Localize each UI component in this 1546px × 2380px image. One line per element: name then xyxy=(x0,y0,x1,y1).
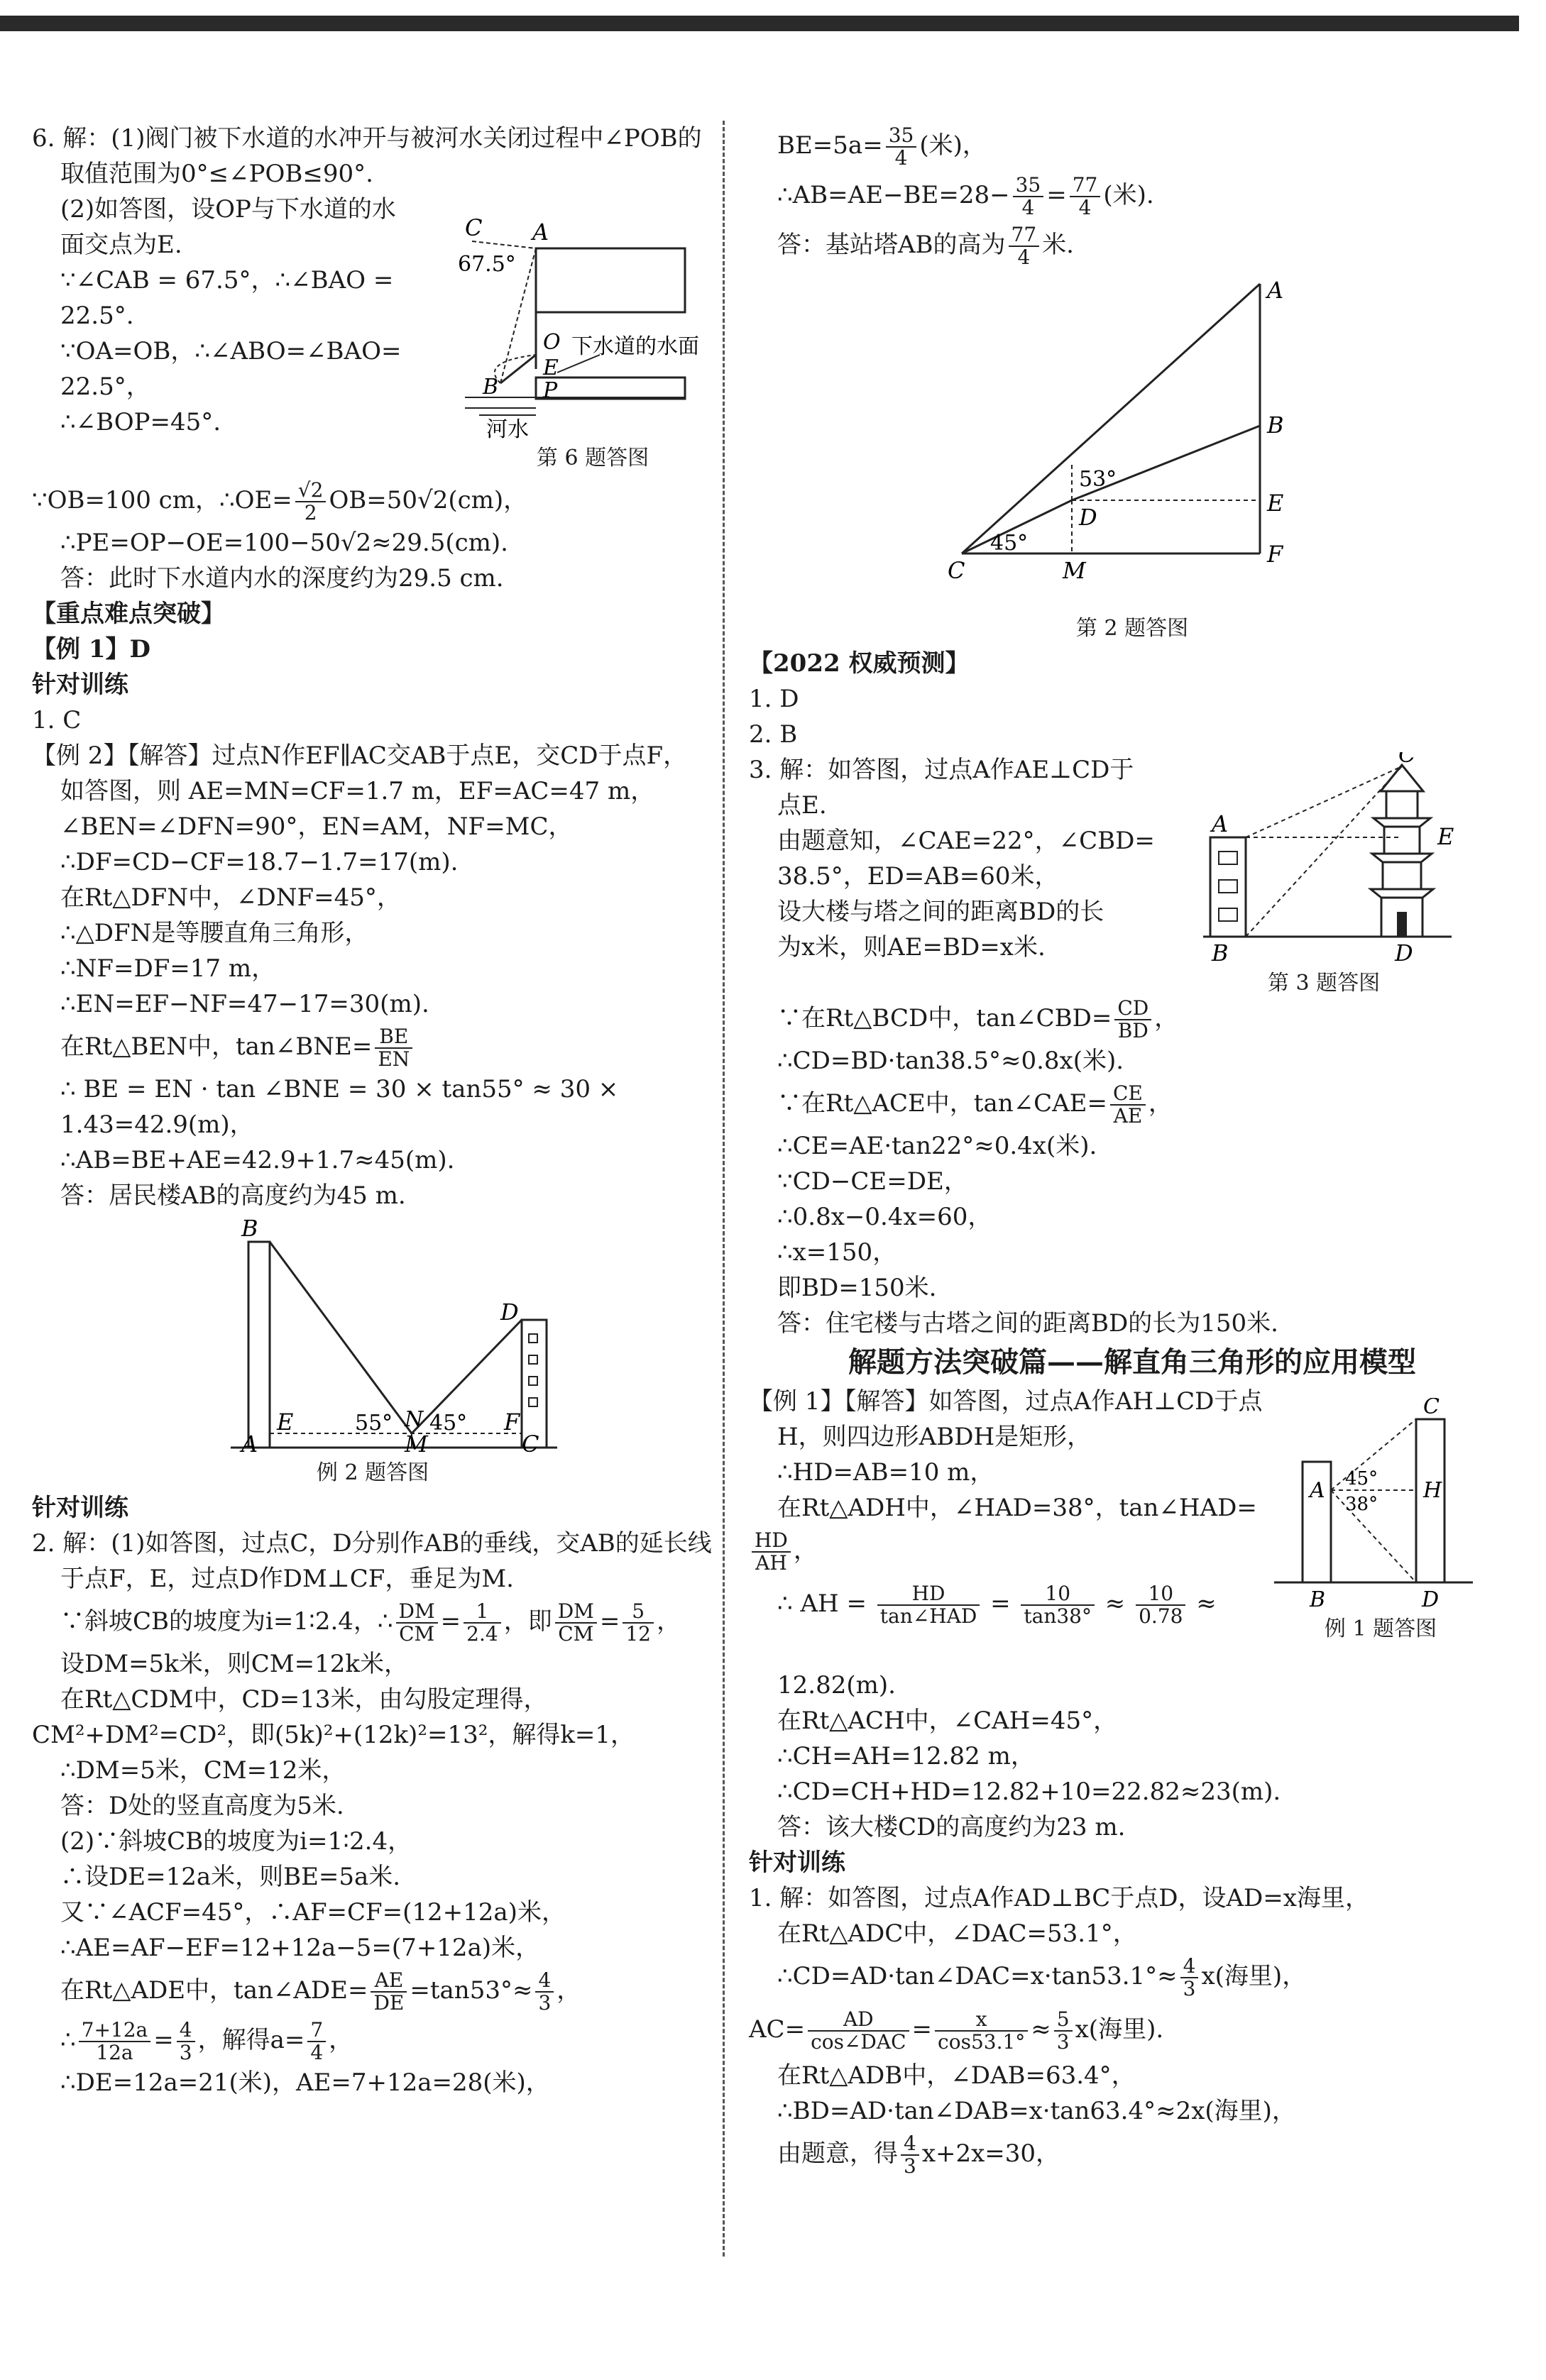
q6-line-8: 22.5°， xyxy=(60,373,150,401)
q2-line-1: 2. 解：(1)如答图，过点C，D分别作AB的垂线，交AB的延长线 xyxy=(32,1529,712,1558)
q2-solve-d2: 3 xyxy=(179,2041,192,2064)
q2-slope-d3: CM xyxy=(558,1622,594,1646)
fig6-water-label: 下水道的水面 xyxy=(571,334,699,359)
figex2-label-a: A xyxy=(241,1431,258,1455)
t1-ac-b: = xyxy=(911,2015,933,2044)
figex1-label-h: H xyxy=(1423,1478,1442,1503)
q6-line-9: ∴∠BOP=45°. xyxy=(60,408,221,436)
left-column xyxy=(32,121,713,2100)
q6-line-2: 取值范围为0°≤∠POB≤90°. xyxy=(60,160,373,188)
t1-cd-line xyxy=(749,1951,1515,2001)
be-den: 4 xyxy=(894,146,908,170)
t1-ac-frac-3 xyxy=(1054,2009,1073,2053)
ab-frac-2 xyxy=(1070,175,1101,219)
fig3-label-e: E xyxy=(1437,823,1454,850)
q6-ob-line xyxy=(32,475,713,525)
q2-solve-n3: 7 xyxy=(307,2020,326,2042)
t1-last-n: 4 xyxy=(901,2133,919,2156)
ex2-line-2: 如答图，则 AE=MN=CF=1.7 m，EF=AC=47 m， xyxy=(60,777,655,805)
fig3-caption: 第 3 题答图 xyxy=(1267,971,1381,996)
figure-ex2-svg xyxy=(32,1213,713,1455)
fig6-river-label: 河水 xyxy=(486,417,529,440)
q3-line-3: 由题意知，∠CAE=22°，∠CBD= xyxy=(777,827,1155,855)
figure-ex2 xyxy=(32,1213,713,1490)
fig2-ca-line xyxy=(962,284,1260,553)
figex2-building-cd xyxy=(522,1320,547,1448)
ex1-block xyxy=(749,1384,1515,1668)
ex1-ah-n1: HD xyxy=(877,1583,980,1606)
ex1-ah-line xyxy=(749,1575,1246,1632)
t1-cd-d: 3 xyxy=(1183,1977,1196,2000)
q2-tan-frac-1 xyxy=(371,1970,407,2014)
q2-slope-line xyxy=(32,1597,713,1646)
fig3-window-2 xyxy=(1219,880,1237,893)
t1-ac-frac-1 xyxy=(808,2009,909,2053)
q3-tan1-d: BD xyxy=(1117,1019,1148,1042)
q2-mid-1: 设DM=5k米，则CM=12k米， xyxy=(60,1650,408,1678)
ex1-b-1: 12.82(m). xyxy=(777,1671,896,1699)
ans-num: 77 xyxy=(1009,224,1040,247)
q2-solve-d: ， xyxy=(329,2026,353,2054)
q2-mid-2: 在Rt△CDM中，CD=13米，由勾股定理得， xyxy=(60,1685,548,1714)
q2-slope-d2: 2.4 xyxy=(466,1622,498,1646)
ex1-line-1: 【例 1】【解答】如答图，过点A作AH⊥CD于点 xyxy=(749,1387,1263,1416)
ex1-frac-d: AH xyxy=(755,1551,787,1575)
figure-2 xyxy=(749,270,1515,646)
ex2-line-6: ∴△DFN是等腰直角三角形， xyxy=(60,919,369,947)
ans-den: 4 xyxy=(1017,246,1031,269)
figex1-label-b: B xyxy=(1310,1587,1326,1611)
q2-mid-9: ∴AE=AF−EF=12+12a−5=(7+12a)米， xyxy=(60,1934,540,1962)
q2-slope-n2: 1 xyxy=(464,1601,501,1624)
fig3-label-a: A xyxy=(1212,810,1229,837)
q2-slope-b: ，即 xyxy=(503,1607,552,1636)
figex1-angle-1: 45° xyxy=(1345,1468,1378,1489)
q6-ob-a: ∵OB=100 cm，∴OE= xyxy=(32,486,292,514)
ex2-tan-den: EN xyxy=(378,1047,410,1071)
q2-slope-n4: 5 xyxy=(623,1601,654,1624)
t1-cd-a: ∴CD=AD·tan∠DAC=x·tan53.1°≈ xyxy=(777,1962,1178,1990)
q2-slope-frac-1 xyxy=(396,1601,438,1645)
q3-line-2: 点E. xyxy=(777,791,827,820)
fig3-label-d: D xyxy=(1395,940,1413,965)
section-title: 解题方法突破篇——解直角三角形的应用模型 xyxy=(848,1345,1416,1379)
q3-tan2-d: AE xyxy=(1113,1104,1143,1128)
q6-tail-1: ∴PE=OP−OE=100−50√2≈29.5(cm). xyxy=(60,529,508,557)
fig2-label-b: B xyxy=(1267,412,1284,439)
q2-solve-a: ∴ xyxy=(60,2026,76,2054)
q2-mid-5: 答：D处的竖直高度为5米. xyxy=(60,1792,344,1820)
fig2-label-c: C xyxy=(948,557,965,584)
q2-slope-eq-2: = xyxy=(599,1607,620,1636)
t1-ac-c: ≈ xyxy=(1031,2015,1051,2044)
fig6-label-p: P xyxy=(543,378,558,403)
fig3-bc-line xyxy=(1246,766,1402,937)
right-column xyxy=(749,121,1515,2178)
pred-2: 2. B xyxy=(749,720,798,749)
t1-last-frac xyxy=(901,2133,919,2177)
ex1-frac-n: HD xyxy=(752,1530,791,1553)
fig6-label-c: C xyxy=(465,214,483,241)
be-frac xyxy=(886,125,917,169)
ab-c: (米). xyxy=(1103,181,1154,209)
fig3-window-1 xyxy=(1219,852,1237,864)
pagoda-icon xyxy=(1371,765,1433,937)
section-2022: 【2022 权威预测】 xyxy=(749,649,970,678)
q2-mid-4: ∴DM=5米，CM=12米， xyxy=(60,1756,346,1785)
q2-solve-c: ，解得a= xyxy=(197,2026,305,2054)
q6-ob-den: 2 xyxy=(304,501,317,524)
figex2-window-4 xyxy=(529,1398,537,1406)
q2-tan-line xyxy=(32,1966,713,2015)
q2-slope-n1: DM xyxy=(396,1601,438,1624)
fig6-label-a: A xyxy=(532,219,549,246)
ex1-line-2: H，则四边形ABDH是矩形， xyxy=(777,1423,1092,1451)
q3-b-3: ∴0.8x−0.4x=60， xyxy=(777,1203,992,1231)
q3-b-6: 答：住宅楼与古塔之间的距离BD的长为150米. xyxy=(777,1309,1278,1338)
fig3-label-b: B xyxy=(1212,940,1229,965)
figex2-label-m: M xyxy=(405,1431,428,1455)
q2-solve-frac-3 xyxy=(307,2020,326,2064)
q2-line-2: 于点F，E，过点D作DM⊥CF，垂足为M. xyxy=(60,1565,514,1593)
t1-ac-d1: cos∠DAC xyxy=(811,2030,906,2054)
fig6-pipe xyxy=(536,378,685,399)
ab-line xyxy=(749,170,1515,220)
ex2-tan-frac xyxy=(375,1026,412,1070)
ex1-line-3: ∴HD=AB=10 m， xyxy=(777,1458,994,1487)
fig6-ob-line xyxy=(500,355,536,383)
example-1: 【例 1】D xyxy=(32,635,150,663)
ex1-ah-d: ≈ xyxy=(1188,1590,1217,1618)
t1-line-1: 1. 解：如答图，过点A作AD⊥BC于点D，设AD=x海里， xyxy=(749,1884,1369,1912)
figex2-angle-2: 45° xyxy=(429,1411,468,1436)
section-key: 【重点难点突破】 xyxy=(32,600,225,628)
q6-block xyxy=(32,192,713,475)
be-b: (米)， xyxy=(919,131,987,160)
answer-1: 1. C xyxy=(32,706,82,734)
ex1-frac xyxy=(752,1530,791,1574)
q2-mid-3: CM²+DM²=CD²，即(5k)²+(12k)²=13²，解得k=1， xyxy=(32,1721,635,1749)
ex1-ah-n2: 10 xyxy=(1021,1583,1095,1606)
figure-3-svg xyxy=(1146,752,1501,965)
ans-a: 答：基站塔AB的高为 xyxy=(777,231,1006,259)
fig6-caption: 第 6 题答图 xyxy=(536,446,649,470)
figex1-angle-2: 38° xyxy=(1345,1494,1378,1515)
ex1-ah-n3: 10 xyxy=(1136,1583,1185,1606)
ex2-tail-1: ∴ BE = EN · tan ∠BNE = 30 × tan55° ≈ 30 × xyxy=(60,1075,619,1103)
q6-ob-num: √2 xyxy=(295,480,327,502)
ex2-tail-2: 1.43=42.9(m)， xyxy=(60,1111,254,1139)
figex2-window-3 xyxy=(529,1377,537,1385)
ex1-ah-d2: tan38° xyxy=(1024,1604,1092,1628)
be-line xyxy=(749,121,1515,170)
pred-1: 1. D xyxy=(749,685,799,713)
t1-ac-n3: 5 xyxy=(1054,2009,1073,2032)
fig2-label-f: F xyxy=(1267,541,1283,568)
t1-ac-line xyxy=(749,2001,1515,2058)
fig2-angle-2: 45° xyxy=(990,531,1029,556)
ex2-line-7: ∴NF=DF=17 m， xyxy=(60,954,276,983)
q3-tan2-n: CE xyxy=(1110,1083,1146,1106)
t1-cd-n: 4 xyxy=(1180,1956,1199,1978)
q3-block xyxy=(749,752,1515,996)
figure-3 xyxy=(1146,752,1501,996)
q2-solve-frac-1 xyxy=(79,2020,151,2064)
t1-cd-frac xyxy=(1180,1956,1199,2000)
q2-mid-7: ∴设DE=12a米，则BE=5a米. xyxy=(60,1863,401,1891)
q3-line-5: 设大楼与塔之间的距离BD的长 xyxy=(777,898,1104,926)
ex2-line-3: ∠BEN=∠DFN=90°，EN=AM，NF=MC， xyxy=(60,812,573,841)
ex2-tan-line xyxy=(32,1022,713,1071)
figure-2-svg xyxy=(749,270,1515,610)
t1-last-b: x+2x=30， xyxy=(921,2139,1060,2168)
ex1-ah-a: ∴ AH = xyxy=(777,1590,875,1618)
ans-b: 米. xyxy=(1042,231,1074,259)
q3-b-5: 即BD=150米. xyxy=(777,1274,937,1302)
t1-b-2: ∴BD=AD·tan∠DAB=x·tan63.4°≈2x(海里)， xyxy=(777,2097,1296,2125)
ab-n1: 35 xyxy=(1013,175,1044,197)
figure-ex1 xyxy=(1260,1398,1501,1668)
q2-solve-line xyxy=(32,2015,713,2065)
fig2-caption: 第 2 题答图 xyxy=(1075,616,1189,641)
q3-tan2-c: ， xyxy=(1148,1089,1173,1118)
q2-solve-d1: 12a xyxy=(96,2041,133,2064)
q3-tan1-a: ∵在Rt△BCD中，tan∠CBD= xyxy=(777,1004,1112,1032)
q2-tan-a: 在Rt△ADE中，tan∠ADE= xyxy=(60,1976,368,2005)
ex2-line-4: ∴DF=CD−CF=18.7−1.7=17(m). xyxy=(60,848,459,876)
q2-slope-c: ， xyxy=(656,1607,681,1636)
q3-cd: ∴CD=BD·tan38.5°≈0.8x(米). xyxy=(777,1047,1124,1075)
q6-line-3: (2)如答图，设OP与下水道的水 xyxy=(60,195,396,224)
ex1-ah-c: ≈ xyxy=(1097,1590,1134,1618)
ab-d1: 4 xyxy=(1021,196,1035,219)
q3-line-4: 38.5°，ED=AB=60米， xyxy=(777,862,1059,891)
fig2-label-m: M xyxy=(1063,557,1086,584)
q2-slope-frac-4 xyxy=(623,1601,654,1645)
q2-slope-a: ∵斜坡CB的坡度为i=1∶2.4，∴ xyxy=(60,1607,393,1636)
training-3: 针对训练 xyxy=(749,1849,845,1877)
q3-tan1-c: ， xyxy=(1154,1004,1179,1032)
q2-mid-6: (2)∵斜坡CB的坡度为i=1∶2.4， xyxy=(60,1827,412,1856)
q2-tan-c: ， xyxy=(557,1976,581,2005)
fig6-label-b: B xyxy=(483,375,499,400)
q6-line-4: 面交点为E. xyxy=(60,231,182,259)
fig6-label-e: E xyxy=(543,356,559,380)
ab-b: = xyxy=(1046,181,1067,209)
figex1-caption: 例 1 题答图 xyxy=(1324,1616,1437,1641)
t1-ac-a: AC= xyxy=(749,2015,806,2044)
q6-tail-2: 答：此时下水道内水的深度约为29.5 cm. xyxy=(60,564,504,593)
figex1-label-c: C xyxy=(1423,1398,1440,1419)
t1-ac-d: x(海里). xyxy=(1075,2015,1164,2044)
fig6-label-o: O xyxy=(543,330,561,355)
fig6-ca-line xyxy=(472,241,536,248)
q2-tan-b: =tan53°≈ xyxy=(410,1976,533,2005)
q3-b-1: ∴CE=AE·tan22°≈0.4x(米). xyxy=(777,1132,1097,1160)
fig3-window-3 xyxy=(1219,908,1237,921)
ex1-frac-c: ， xyxy=(793,1536,818,1565)
q3-tan2-a: ∵在Rt△ACE中，tan∠CAE= xyxy=(777,1089,1107,1118)
figex2-label-d: D xyxy=(500,1299,519,1326)
ex1-ah-frac-3 xyxy=(1136,1583,1185,1627)
q6-line-7: ∵OA=OB，∴∠ABO=∠BAO= xyxy=(60,337,402,365)
top-bar xyxy=(0,16,1519,31)
q3-tan2-frac xyxy=(1110,1083,1146,1127)
q6-line-6: 22.5°. xyxy=(60,302,134,330)
t1-ac-n1: AD xyxy=(808,2009,909,2032)
ex1-ah-b: = xyxy=(982,1590,1019,1618)
fig2-label-e: E xyxy=(1267,490,1284,517)
t1-ac-d3: 3 xyxy=(1056,2030,1070,2054)
t1-last-a: 由题意，得 xyxy=(777,2139,898,2168)
q2-solve-n2: 4 xyxy=(177,2020,195,2042)
ex1-ah-frac-2 xyxy=(1021,1583,1095,1627)
ans-line xyxy=(749,220,1515,270)
ex2-tan-num: BE xyxy=(375,1026,412,1049)
q3-b-2: ∵CD−CE=DE， xyxy=(777,1167,968,1196)
ex1-ah-frac-1 xyxy=(877,1583,980,1627)
fig6-angle: 67.5° xyxy=(458,252,516,277)
figex2-bn-line xyxy=(270,1242,412,1433)
q2-slope-d4: 12 xyxy=(625,1622,651,1646)
ab-d2: 4 xyxy=(1078,196,1092,219)
ex2-line-5: 在Rt△DFN中，∠DNF=45°， xyxy=(60,883,401,912)
q3-tan1-n: CD xyxy=(1114,998,1151,1020)
training-1: 针对训练 xyxy=(32,671,128,699)
figure-ex1-svg xyxy=(1260,1398,1501,1611)
q3-line-1: 3. 解：如答图，过点A作AE⊥CD于 xyxy=(749,756,1134,784)
figex2-angle-1: 55° xyxy=(355,1411,393,1436)
be-a: BE=5a= xyxy=(777,131,883,160)
be-num: 35 xyxy=(886,125,917,148)
figure-q6 xyxy=(458,192,728,475)
q6-line-5: ∵∠CAB = 67.5°，∴∠BAO = xyxy=(60,266,394,294)
figex1-label-d: D xyxy=(1422,1587,1440,1611)
t1-ac-frac-2 xyxy=(935,2009,1028,2053)
q2-tan-n1: AE xyxy=(371,1970,407,1993)
t1-last-line xyxy=(749,2129,1515,2178)
fig6-box xyxy=(536,248,685,312)
figex2-label-b: B xyxy=(241,1215,258,1242)
ans-frac xyxy=(1009,224,1040,268)
q2-tan-d2: 3 xyxy=(538,1991,552,2015)
ex1-line-4: 在Rt△ADH中，∠HAD=38°，tan∠HAD= xyxy=(777,1494,1257,1522)
ex1-b-5: 答：该大楼CD的高度约为23 m. xyxy=(777,1813,1126,1841)
ab-frac-1 xyxy=(1013,175,1044,219)
t1-b-1: 在Rt△ADB中，∠DAB=63.4°， xyxy=(777,2061,1136,2090)
ab-n2: 77 xyxy=(1070,175,1101,197)
q2-tan-frac-2 xyxy=(535,1970,554,2014)
q2-solve-b: = xyxy=(153,2026,174,2054)
q3-line-6: 为x米，则AE=BD=x米. xyxy=(777,933,1046,962)
q6-ob-frac xyxy=(295,480,327,524)
q2-slope-n3: DM xyxy=(555,1601,597,1624)
q2-tan-d1: DE xyxy=(373,1991,405,2015)
ab-a: ∴AB=AE−BE=28− xyxy=(777,181,1010,209)
q2-slope-eq-1: = xyxy=(440,1607,461,1636)
q2-last: ∴DE=12a=21(米)，AE=7+12a=28(米)， xyxy=(60,2068,550,2097)
fig2-label-d: D xyxy=(1079,504,1097,531)
q6-line-1: 6. 解：(1)阀门被下水道的水冲开与被河水关闭过程中∠POB的 xyxy=(32,124,702,153)
figex2-label-n: N xyxy=(405,1407,424,1432)
q6-ob-b: OB=50√2(cm)， xyxy=(329,486,528,514)
ex1-ah-d3: 0.78 xyxy=(1139,1604,1183,1628)
q3-tan2-line xyxy=(749,1079,1515,1128)
ex1-b-2: 在Rt△ACH中，∠CAH=45°， xyxy=(777,1707,1118,1735)
fig3-ac-line xyxy=(1246,766,1402,837)
ex1-ah-d1: tan∠HAD xyxy=(879,1604,977,1628)
figex2-label-c: C xyxy=(522,1431,539,1455)
figex2-caption: 例 2 题答图 xyxy=(316,1460,429,1485)
figex2-window-1 xyxy=(529,1334,537,1343)
q2-slope-frac-3 xyxy=(555,1601,597,1645)
ex2-line-8: ∴EN=EF−NF=47−17=30(m). xyxy=(60,990,429,1018)
t1-ac-d2: cos53.1° xyxy=(938,2030,1026,2054)
q3-tan1-line xyxy=(749,993,1515,1043)
figex2-window-2 xyxy=(529,1355,537,1364)
figure-q6-svg xyxy=(458,192,728,440)
ex2-tail-3: ∴AB=BE+AE=42.9+1.7≈45(m). xyxy=(60,1146,455,1174)
fig2-angle-1: 53° xyxy=(1079,467,1117,492)
figex2-label-f: F xyxy=(504,1409,520,1436)
training-2: 针对训练 xyxy=(32,1494,128,1522)
fig3-label-c: C xyxy=(1398,752,1416,768)
q2-slope-frac-2 xyxy=(464,1601,501,1645)
ex1-b-3: ∴CH=AH=12.82 m， xyxy=(777,1742,1035,1770)
ex2-tail-4: 答：居民楼AB的高度约为45 m. xyxy=(60,1181,406,1210)
q2-solve-d3: 4 xyxy=(310,2041,324,2064)
t1-line-2: 在Rt△ADC中，∠DAC=53.1°， xyxy=(777,1919,1137,1948)
ex2-line-1: 【例 2】【解答】过点N作EF∥AC交AB于点E，交CD于点F， xyxy=(32,742,688,770)
figex2-label-e: E xyxy=(277,1409,294,1436)
q3-b-4: ∴x=150， xyxy=(777,1238,897,1267)
figex1-label-a: A xyxy=(1310,1478,1325,1503)
t1-last-d: 3 xyxy=(904,2154,916,2178)
q2-tan-n2: 4 xyxy=(535,1970,554,1993)
ex2-tan-a: 在Rt△BEN中，tan∠BNE= xyxy=(60,1032,373,1061)
q2-solve-n1: 7+12a xyxy=(79,2020,151,2042)
q2-solve-frac-2 xyxy=(177,2020,195,2064)
fig2-label-a: A xyxy=(1267,277,1284,304)
t1-ac-n2: x xyxy=(935,2009,1028,2032)
q2-mid-8: 又∵∠ACF=45°，∴AF=CF=(12+12a)米， xyxy=(60,1898,566,1927)
ex1-b-4: ∴CD=CH+HD=12.82+10=22.82≈23(m). xyxy=(777,1778,1281,1806)
figex2-building-ab xyxy=(248,1242,270,1448)
q2-slope-d1: CM xyxy=(399,1622,435,1646)
q3-tan1-frac xyxy=(1114,998,1151,1042)
t1-cd-b: x(海里)， xyxy=(1201,1962,1307,1990)
ex1-frac-line xyxy=(749,1526,1246,1575)
